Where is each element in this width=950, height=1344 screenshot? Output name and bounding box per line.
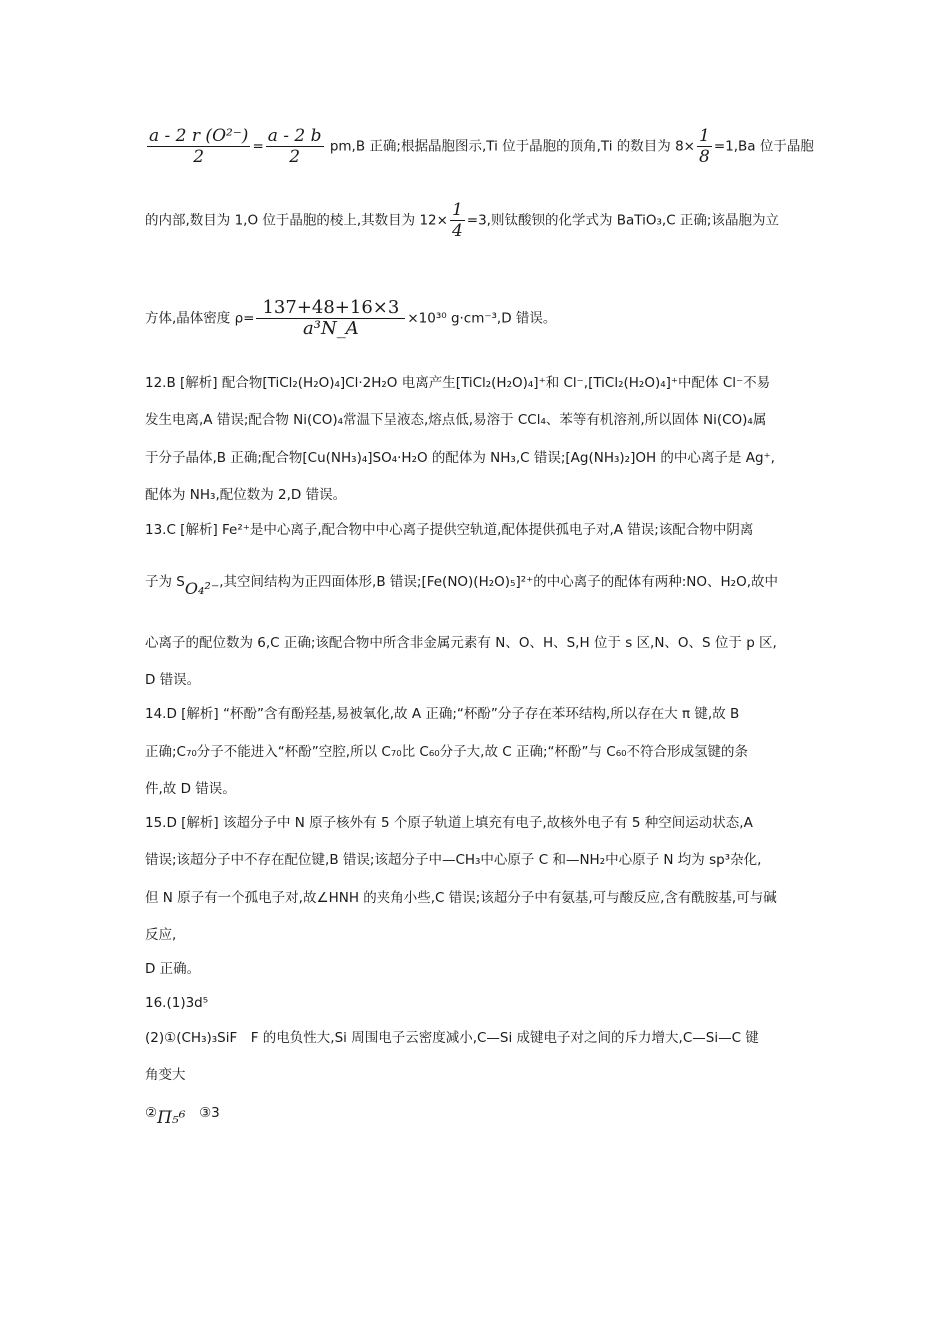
fraction-denominator: 2 bbox=[193, 147, 205, 167]
pi-bond-notation: Π₅⁶ bbox=[157, 1108, 186, 1128]
text-segment: 子为 S bbox=[145, 574, 185, 590]
fraction-numerator: 1 bbox=[451, 200, 463, 220]
p13-line-4: D 错误。 bbox=[145, 672, 201, 688]
p15-line-4: 反应, bbox=[145, 927, 177, 943]
p15-line-1: 15.D [解析] 该超分子中 N 原子核外有 5 个原子轨道上填充有电子,故核外电子有 5 种空间运动状态,A bbox=[145, 815, 753, 831]
p16-line-1: 16.(1)3d⁵ bbox=[145, 995, 209, 1011]
fraction-a-2r bbox=[147, 126, 250, 167]
fraction-denominator: 2 bbox=[289, 147, 301, 167]
p16-line-4 bbox=[145, 1102, 220, 1128]
fraction-denominator: 8 bbox=[698, 147, 710, 167]
text-segment: pm,B 正确;根据晶胞图示,Ti 位于晶胞的顶角,Ti 的数目为 8× bbox=[325, 138, 695, 155]
p13-line-1: 13.C [解析] Fe²⁺是中心离子,配合物中中心离子提供空轨道,配体提供孤电子对,A 错误;该配合物中阴离 bbox=[145, 522, 754, 538]
formula-line-3 bbox=[145, 298, 556, 339]
p16-line-2: (2)①(CH₃)₃SiF F 的电负性大,Si 周围电子云密度减小,C—Si 成键电子对之间的斥力增大,C—Si—C 键 bbox=[145, 1030, 759, 1046]
fraction-numerator: a - 2 r (O²⁻) bbox=[149, 126, 249, 146]
p14-line-1: 14.D [解析] “杯酚”含有酚羟基,易被氧化,故 A 正确;“杯酚”分子存在苯环结构,所以存在大 π 键,故 B bbox=[145, 706, 740, 722]
formula-line-1 bbox=[145, 126, 814, 167]
p15-line-2: 错误;该超分子中不存在配位键,B 错误;该超分子中—CH₃中心原子 C 和—NH₂中心原子 N 均为 sp³杂化, bbox=[145, 852, 762, 868]
p12-line-1: 12.B [解析] 配合物[TiCl₂(H₂O)₄]Cl·2H₂O 电离产生[TiCl₂(H₂O)₄]⁺和 Cl⁻,[TiCl₂(H₂O)₄]⁺中配体 Cl⁻不易 bbox=[145, 375, 771, 391]
p15-line-3: 但 N 原子有一个孤电子对,故∠HNH 的夹角小些,C 错误;该超分子中有氨基,可与酸反应,含有酰胺基,可与碱 bbox=[145, 890, 777, 906]
fraction-1-8 bbox=[697, 126, 712, 167]
text-segment: 方体,晶体密度 ρ= bbox=[145, 310, 255, 327]
p13-line-2 bbox=[145, 571, 778, 598]
fraction-numerator: 137+48+16×3 bbox=[256, 298, 405, 319]
p15-line-5: D 正确。 bbox=[145, 961, 201, 977]
p12-line-3: 于分子晶体,B 正确;配合物[Cu(NH₃)₄]SO₄·H₂O 的配体为 NH₃,C 错误;[Ag(NH₃)₂]OH 的中心离子是 Ag⁺, bbox=[145, 450, 775, 466]
text-segment: ③3 bbox=[185, 1105, 220, 1121]
text-segment: 的内部,数目为 1,O 位于晶胞的棱上,其数目为 12× bbox=[145, 212, 448, 229]
text-segment: ,其空间结构为正四面体形,B 错误;[Fe(NO)(H₂O)₅]²⁺的中心离子的配体有两种:NO、H₂O,故中 bbox=[219, 574, 778, 590]
p16-line-3: 角变大 bbox=[145, 1067, 186, 1083]
fraction-denominator: 4 bbox=[451, 221, 463, 241]
p14-line-3: 件,故 D 错误。 bbox=[145, 781, 236, 797]
fraction-denominator: a³N_A bbox=[303, 318, 359, 339]
fraction-numerator: 1 bbox=[698, 126, 710, 146]
p12-line-4: 配体为 NH₃,配位数为 2,D 错误。 bbox=[145, 487, 347, 503]
fraction-numerator: a - 2 b bbox=[267, 126, 322, 146]
text-segment: =3,则钛酸钡的化学式为 BaTiO₃,C 正确;该晶胞为立 bbox=[466, 212, 779, 229]
fraction-a-2b bbox=[266, 126, 324, 167]
density-fraction bbox=[256, 298, 405, 339]
p14-line-2: 正确;C₇₀分子不能进入“杯酚”空腔,所以 C₇₀比 C₆₀分子大,故 C 正确;“杯酚”与 C₆₀不符合形成氢键的条 bbox=[145, 744, 749, 760]
p13-line-3: 心离子的配位数为 6,C 正确;该配合物中所含非金属元素有 N、O、H、S,H 位于 s 区,N、O、S 位于 p 区, bbox=[145, 635, 777, 651]
sulfate-ion: O₄²⁻ bbox=[184, 579, 220, 598]
equals-sign: = bbox=[252, 138, 264, 155]
text-segment: =1,Ba 位于晶胞 bbox=[713, 138, 814, 155]
text-segment: ×10³⁰ g·cm⁻³,D 错误。 bbox=[407, 310, 557, 327]
text-segment: ② bbox=[145, 1105, 158, 1121]
fraction-1-4 bbox=[450, 200, 465, 241]
formula-line-2 bbox=[145, 200, 779, 241]
p12-line-2: 发生电离,A 错误;配合物 Ni(CO)₄常温下呈液态,熔点低,易溶于 CCl₄、苯等有机溶剂,所以固体 Ni(CO)₄属 bbox=[145, 412, 767, 428]
